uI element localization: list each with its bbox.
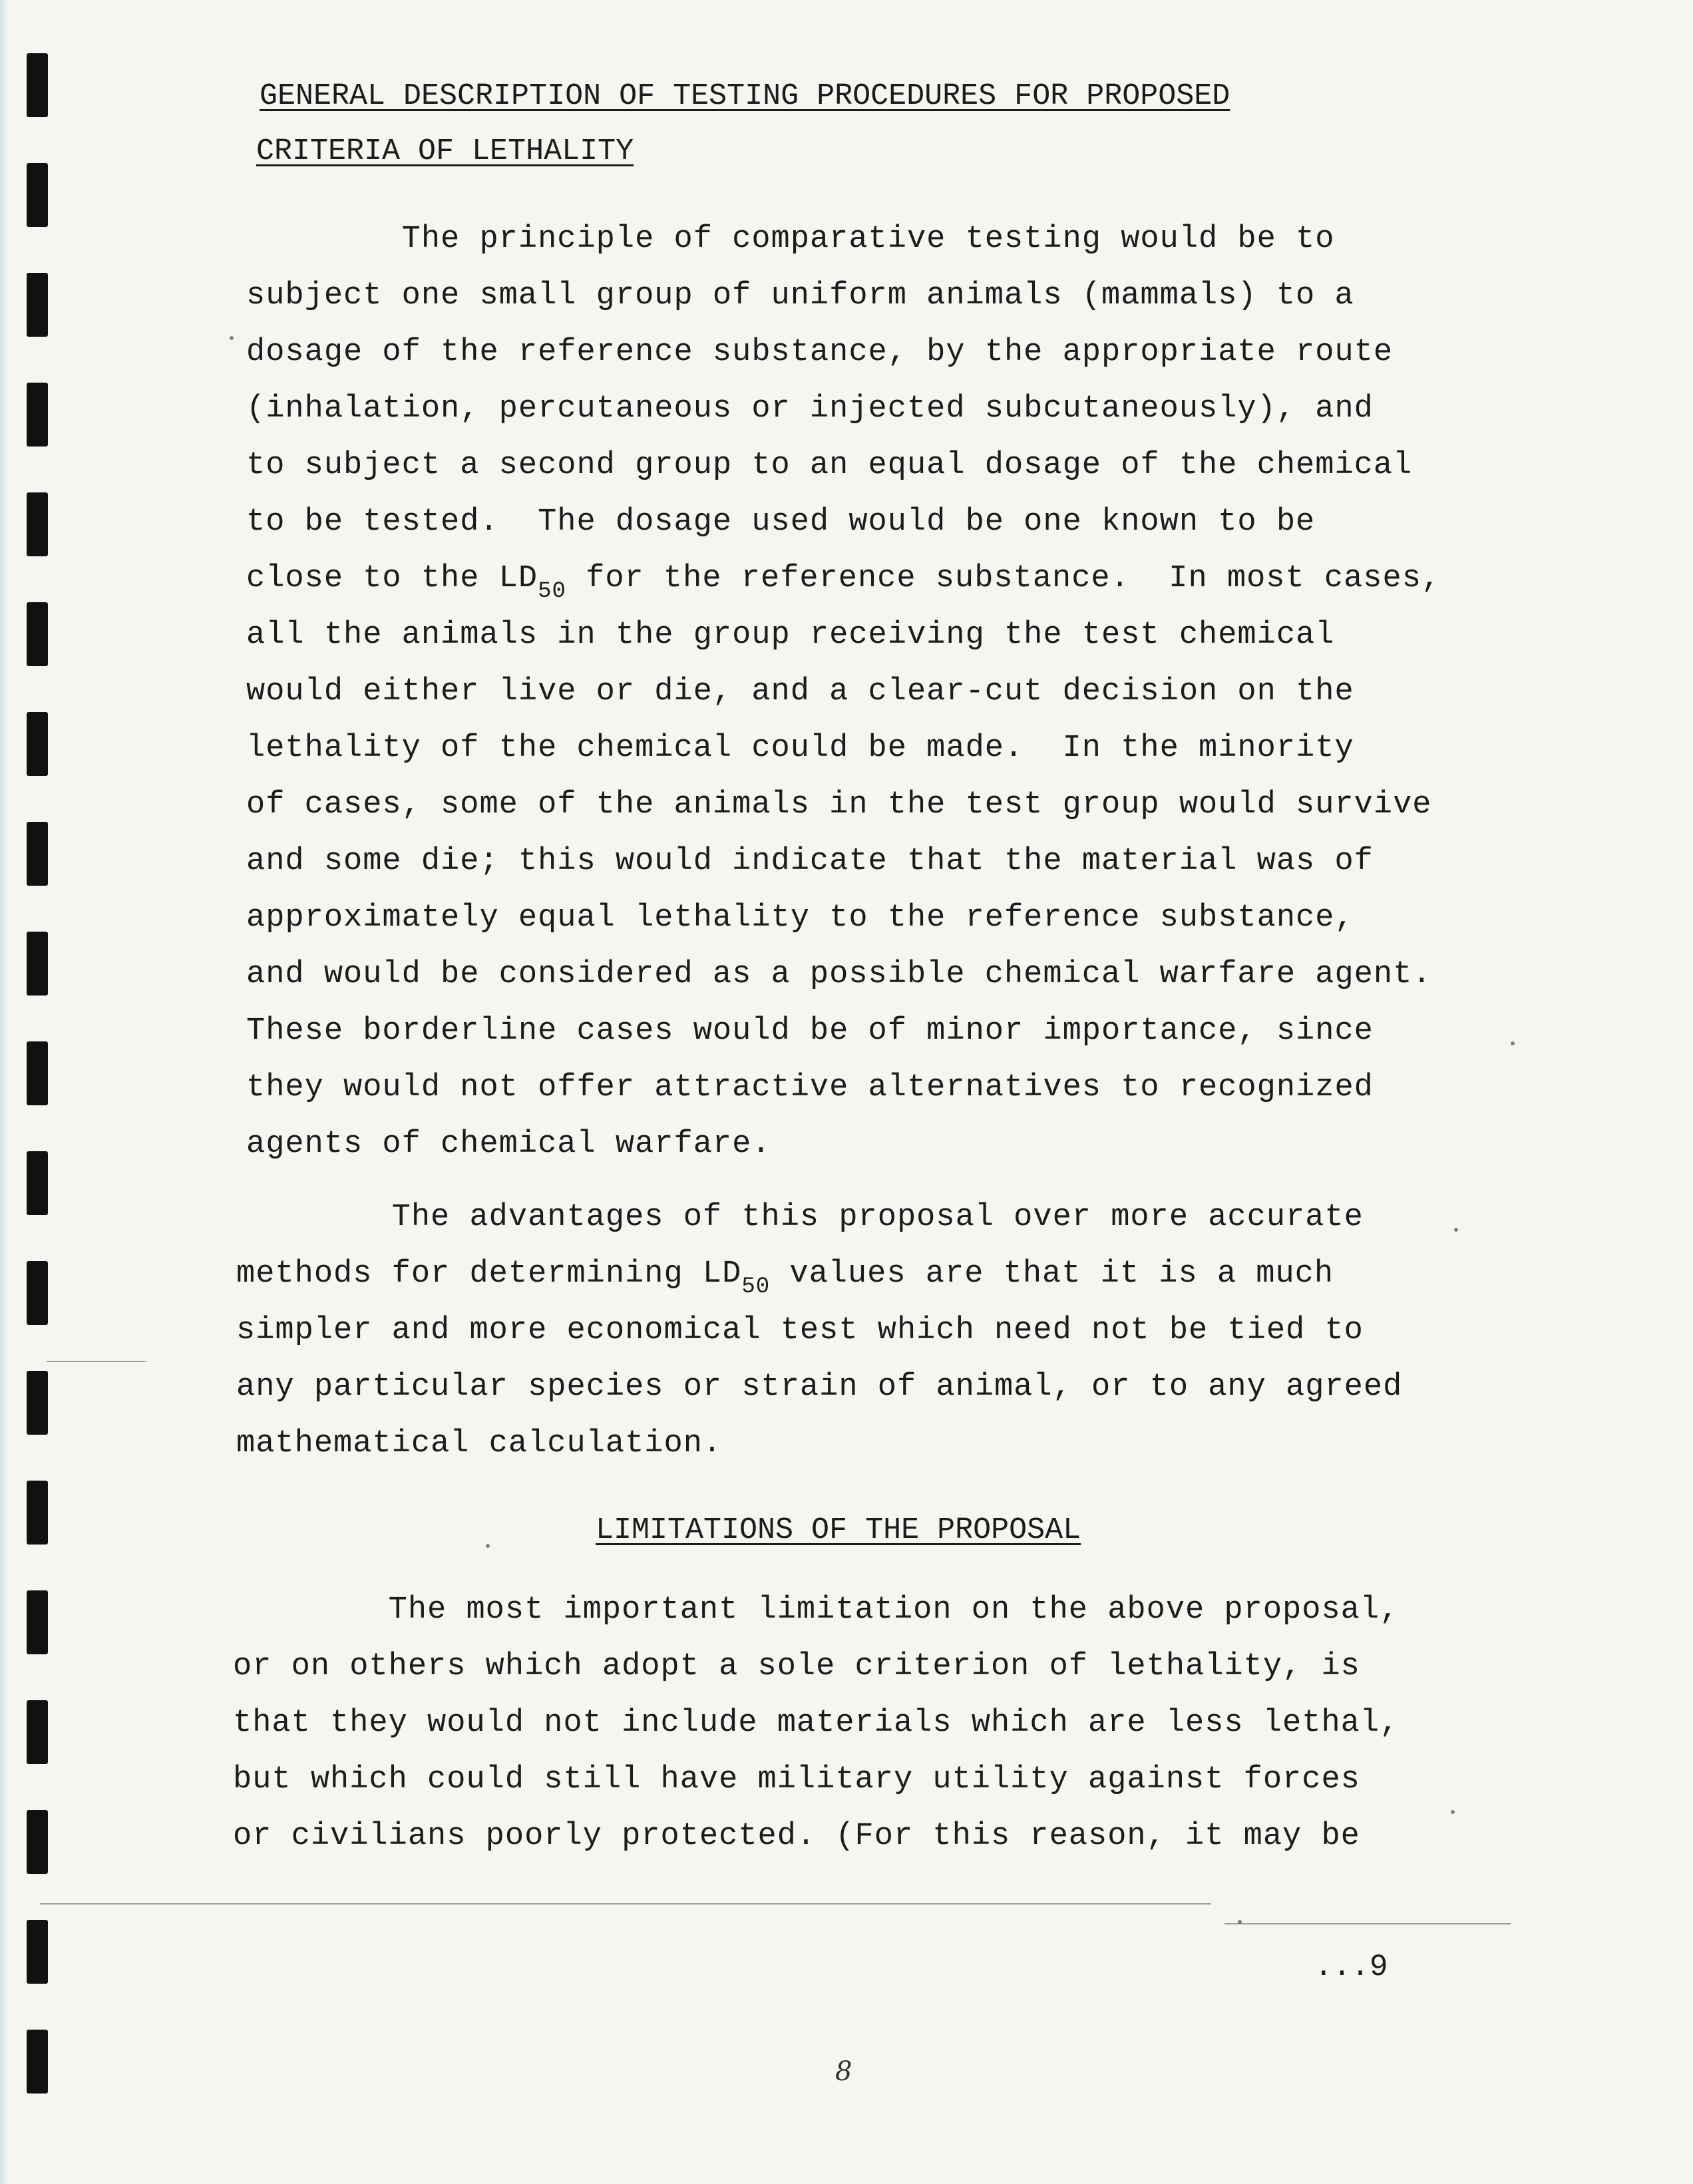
text-line: or civilians poorly protected. (For this reason, it may be	[233, 1819, 1360, 1854]
text-line: that they would not include materials which are less lethal,	[233, 1706, 1400, 1741]
text-line: mathematical calculation.	[236, 1426, 723, 1461]
binder-hole	[27, 1481, 48, 1545]
text-line: and some die; this would indicate that the material was of	[246, 844, 1374, 879]
binder-hole	[27, 1590, 48, 1654]
text-line: (inhalation, percutaneous or injected subcutaneously), and	[246, 391, 1374, 427]
binder-hole	[27, 492, 48, 556]
scan-speck	[1451, 1810, 1455, 1814]
text-line: The advantages of this proposal over more accurate	[236, 1200, 1364, 1235]
subscript-50: 50	[538, 579, 566, 604]
binder-hole	[27, 273, 48, 337]
section-heading-limitations: LIMITATIONS OF THE PROPOSAL	[596, 1513, 1081, 1547]
text-line: any particular species or strain of animal, or to any agreed	[236, 1369, 1403, 1405]
text-line: simpler and more economical test which need not be tied to	[236, 1313, 1364, 1348]
scan-speck	[1238, 1920, 1242, 1924]
continuation-marker: ...9	[1314, 1950, 1388, 1984]
text-line: methods for determining $LD_{50}$ values are that it is a much	[236, 1256, 1334, 1300]
scan-edge	[0, 0, 7, 2184]
subscript-50: 50	[741, 1274, 771, 1300]
binder-holes	[27, 47, 53, 2163]
text-line: they would not offer attractive alternatives to recognized	[246, 1070, 1374, 1105]
paragraph-principle	[246, 220, 1511, 1165]
binder-hole	[27, 1041, 48, 1105]
binder-hole	[27, 932, 48, 996]
scan-speck	[230, 336, 234, 340]
text-line: to subject a second group to an equal dosage of the chemical	[246, 448, 1413, 483]
text-line: The most important limitation on the above proposal,	[233, 1592, 1400, 1628]
binder-hole	[27, 602, 48, 666]
text-line: approximately equal lethality to the reference substance,	[246, 900, 1354, 936]
binder-hole	[27, 712, 48, 776]
binder-hole	[27, 53, 48, 117]
binder-hole	[27, 822, 48, 886]
binder-hole	[27, 1700, 48, 1764]
text-line: These borderline cases would be of minor importance, since	[246, 1013, 1374, 1049]
title-line-2: CRITERIA OF LETHALITY	[256, 134, 634, 168]
text-line: dosage of the reference substance, by the appropriate route	[246, 335, 1394, 370]
text-line: to be tested. The dosage used would be one known to be	[246, 504, 1316, 540]
text-line: or on others which adopt a sole criterion of lethality, is	[233, 1649, 1360, 1684]
binder-hole	[27, 1810, 48, 1874]
text-line: all the animals in the group receiving the test chemical	[246, 618, 1335, 653]
binder-hole	[27, 2030, 48, 2093]
text-line: but which could still have military utility against forces	[233, 1762, 1360, 1797]
binder-hole	[27, 1371, 48, 1435]
paragraph-advantages	[236, 1198, 1501, 1477]
text-line: close to the $LD_{50}$ for the reference substance. In most cases,	[246, 561, 1441, 604]
binder-hole	[27, 383, 48, 447]
title-line-1: GENERAL DESCRIPTION OF TESTING PROCEDURES FOR PROPOSED	[260, 79, 1230, 113]
scan-artifact-line	[40, 1903, 1211, 1905]
scan-speck	[1511, 1041, 1515, 1045]
scan-artifact-line	[1224, 1923, 1511, 1924]
binder-hole	[27, 1920, 48, 1984]
text-line: would either live or die, and a clear-cut decision on the	[246, 674, 1354, 709]
binder-hole	[27, 1261, 48, 1325]
binder-hole	[27, 163, 48, 227]
page-folio: 8	[835, 2056, 852, 2087]
binder-hole	[27, 1151, 48, 1215]
text-line: of cases, some of the animals in the test group would survive	[246, 787, 1432, 822]
paragraph-limitations	[233, 1590, 1531, 1870]
scan-artifact-line	[47, 1361, 146, 1362]
text-line: subject one small group of uniform animals (mammals) to a	[246, 278, 1354, 313]
scan-speck	[1454, 1228, 1458, 1232]
text-line: agents of chemical warfare.	[246, 1127, 771, 1162]
text-line: The principle of comparative testing would be to	[246, 222, 1335, 257]
text-line: lethality of the chemical could be made. In the minority	[246, 731, 1354, 766]
text-line: and would be considered as a possible chemical warfare agent.	[246, 957, 1432, 992]
scan-speck	[486, 1544, 490, 1548]
